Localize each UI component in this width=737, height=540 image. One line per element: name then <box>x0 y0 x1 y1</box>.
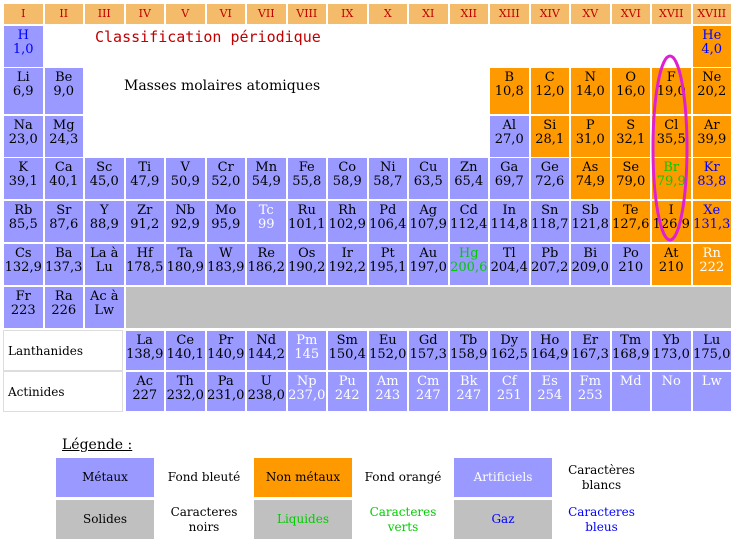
element-symbol: Ce <box>176 333 195 348</box>
legend-cell: Liquides <box>253 499 353 540</box>
element-symbol: F <box>666 70 676 85</box>
element-symbol: Ir <box>341 246 353 261</box>
element-mass: 107,9 <box>409 216 447 232</box>
element-symbol: W <box>219 246 233 261</box>
element-symbol: Au <box>419 246 438 261</box>
group-header: I <box>3 3 44 25</box>
page-subtitle: Masses molaires atomiques <box>124 78 321 94</box>
element-symbol: Cr <box>217 160 234 175</box>
group-header: XIII <box>489 3 530 25</box>
element-mass: 95,9 <box>211 216 241 232</box>
element-symbol: La <box>136 333 153 348</box>
element-mass: 102,9 <box>328 216 366 232</box>
element-mass: 121,8 <box>571 216 609 232</box>
element-symbol: Ti <box>138 160 152 175</box>
element-symbol: Cd <box>459 203 478 218</box>
element-mass: 131,3 <box>693 216 731 232</box>
element-symbol: Po <box>622 246 639 261</box>
element-symbol: Sb <box>581 203 599 218</box>
element-mass: 112,4 <box>450 216 488 232</box>
element-mass: 19,0 <box>656 83 686 99</box>
element-symbol: Bk <box>460 374 478 389</box>
element-mass: 52,0 <box>211 173 241 189</box>
element-mass: 85,5 <box>8 216 38 232</box>
element-mass: 35,5 <box>656 131 686 147</box>
element-symbol: Pt <box>380 246 395 261</box>
legend-cell: Gaz <box>453 499 553 540</box>
element-symbol: B <box>504 70 515 85</box>
element-mass: 101,1 <box>288 216 326 232</box>
element-mass: 227 <box>132 387 158 403</box>
element-mass: 164,9 <box>531 346 569 362</box>
group-header: XIV <box>530 3 571 25</box>
element-symbol: Na <box>13 118 33 133</box>
legend-cell: Caracteres verts <box>353 499 453 540</box>
element-mass: 50,9 <box>170 173 200 189</box>
element-symbol: H <box>17 28 29 43</box>
element-symbol: Lu <box>703 333 721 348</box>
element-mass: 40,1 <box>49 173 79 189</box>
element-symbol: Rn <box>702 246 721 261</box>
element-mass: 145 <box>294 346 320 362</box>
element-symbol: Ar <box>703 118 720 133</box>
element-symbol: Hf <box>136 246 153 261</box>
element-mass: 242 <box>334 387 360 403</box>
element-mass: 132,9 <box>4 259 42 275</box>
element-mass: 210 <box>618 259 644 275</box>
element-symbol: Y <box>99 203 109 218</box>
element-symbol: O <box>625 70 637 85</box>
element-mass: 31,0 <box>575 131 605 147</box>
element-symbol: Cm <box>417 374 440 389</box>
element-symbol: Hg <box>458 246 479 261</box>
element-symbol: Np <box>296 374 317 389</box>
element-mass: 106,4 <box>369 216 407 232</box>
group-header: XII <box>449 3 490 25</box>
element-symbol: Cs <box>14 246 32 261</box>
element-mass: 223 <box>10 302 36 318</box>
element-symbol: Os <box>298 246 316 261</box>
element-mass: 79,9 <box>656 173 686 189</box>
element-symbol: Fr <box>15 289 31 304</box>
element-symbol: Cl <box>664 118 679 133</box>
element-symbol: Fm <box>579 374 601 389</box>
element-mass: 69,7 <box>494 173 524 189</box>
element-symbol: Sc <box>96 160 113 175</box>
element-symbol: Ho <box>540 333 560 348</box>
element-mass: 39,9 <box>697 131 727 147</box>
element-symbol: Mo <box>215 203 237 218</box>
element-symbol: Ga <box>500 160 519 175</box>
element-mass: 140,9 <box>207 346 245 362</box>
element-mass: 183,9 <box>207 259 245 275</box>
element-symbol: Nd <box>256 333 277 348</box>
element-symbol: Be <box>55 70 73 85</box>
group-header: IV <box>125 3 166 25</box>
group-header: XVIII <box>692 3 733 25</box>
element-mass: 92,9 <box>170 216 200 232</box>
group-header: III <box>84 3 125 25</box>
element-mass: 65,4 <box>454 173 484 189</box>
element-mass: 168,9 <box>612 346 650 362</box>
legend-cell: Solides <box>55 499 155 540</box>
element-mass: 158,9 <box>450 346 488 362</box>
element-symbol: Tm <box>620 333 642 348</box>
element-mass: 14,0 <box>575 83 605 99</box>
element-symbol: Ru <box>297 203 316 218</box>
group-header: IX <box>327 3 368 25</box>
element-mass: 175,0 <box>693 346 731 362</box>
element-mass: 226 <box>51 302 77 318</box>
element-mass: 247 <box>456 387 482 403</box>
element-symbol: Pa <box>217 374 234 389</box>
element-mass: 20,2 <box>697 83 727 99</box>
element-mass: 9,0 <box>53 83 75 99</box>
element-mass: 137,3 <box>45 259 83 275</box>
element-mass: 247 <box>415 387 441 403</box>
element-symbol: Sr <box>56 203 72 218</box>
element-symbol: C <box>544 70 555 85</box>
group-header: XV <box>570 3 611 25</box>
group-header: VI <box>206 3 247 25</box>
element-mass: 186,2 <box>247 259 285 275</box>
element-symbol: Lw <box>701 374 722 389</box>
element-symbol: Nb <box>175 203 196 218</box>
element-mass: 1,0 <box>12 41 34 57</box>
page-title: Classification périodique <box>95 28 321 46</box>
element-symbol: Sm <box>336 333 358 348</box>
element-mass: 144,2 <box>247 346 285 362</box>
element-mass: 157,3 <box>409 346 447 362</box>
element-mass: 197,0 <box>409 259 447 275</box>
element-mass: 207,2 <box>531 259 569 275</box>
element-symbol: Ba <box>55 246 73 261</box>
element-symbol: K <box>18 160 29 175</box>
element-symbol: Ac à Lw <box>89 289 119 318</box>
element-symbol: Ca <box>54 160 73 175</box>
element-mass: 243 <box>375 387 401 403</box>
element-mass: 27,0 <box>494 131 524 147</box>
legend-cell: Fond orangé <box>353 457 453 498</box>
legend-cell: Caractères blancs <box>553 457 650 498</box>
element-symbol: Li <box>16 70 30 85</box>
element-symbol: Dy <box>500 333 519 348</box>
element-mass: 254 <box>537 387 563 403</box>
element-symbol: Tl <box>502 246 516 261</box>
element-symbol: Pr <box>218 333 234 348</box>
element-symbol: Xe <box>703 203 721 218</box>
element-symbol: Tc <box>258 203 274 218</box>
element-symbol: Co <box>338 160 357 175</box>
element-mass: 238,0 <box>247 387 285 403</box>
element-mass: 58,9 <box>332 173 362 189</box>
group-header: V <box>165 3 206 25</box>
element-mass: 63,5 <box>413 173 443 189</box>
element-symbol: No <box>661 374 681 389</box>
element-mass: 72,6 <box>535 173 565 189</box>
element-symbol: Br <box>663 160 680 175</box>
element-symbol: I <box>668 203 674 218</box>
element-mass: 54,9 <box>251 173 281 189</box>
element-symbol: Ne <box>702 70 722 85</box>
element-symbol: Gd <box>418 333 438 348</box>
element-symbol: Yb <box>662 333 680 348</box>
element-symbol: Pu <box>338 374 356 389</box>
element-mass: 24,3 <box>49 131 79 147</box>
element-mass: 23,0 <box>8 131 38 147</box>
element-mass: 190,2 <box>288 259 326 275</box>
element-symbol: Cu <box>419 160 438 175</box>
element-symbol: Th <box>176 374 194 389</box>
element-symbol: He <box>702 28 722 43</box>
element-symbol: Ag <box>419 203 438 218</box>
element-mass: 210 <box>658 259 684 275</box>
element-symbol: In <box>502 203 516 218</box>
element-mass: 195,1 <box>369 259 407 275</box>
element-mass: 173,0 <box>652 346 690 362</box>
element-symbol: Ac <box>136 374 154 389</box>
element-mass: 140,1 <box>166 346 204 362</box>
element-symbol: Ta <box>177 246 193 261</box>
group-header: XVII <box>651 3 692 25</box>
group-header: XVI <box>611 3 652 25</box>
legend-cell: Fond bleuté <box>155 457 253 498</box>
element-symbol: Kr <box>703 160 720 175</box>
element-symbol: Tb <box>460 333 478 348</box>
element-mass: 99 <box>257 216 275 232</box>
legend-cell: Non métaux <box>253 457 353 498</box>
element-mass: 192,2 <box>328 259 366 275</box>
element-mass: 162,5 <box>490 346 528 362</box>
element-symbol: S <box>626 118 636 133</box>
element-symbol: Mg <box>52 118 75 133</box>
element-symbol: Es <box>541 374 558 389</box>
element-symbol: Mn <box>255 160 278 175</box>
element-symbol: V <box>180 160 190 175</box>
element-mass: 251 <box>496 387 522 403</box>
element-mass: 150,4 <box>328 346 366 362</box>
legend-title: Légende : <box>62 437 133 453</box>
element-symbol: Am <box>376 374 399 389</box>
element-mass: 55,8 <box>292 173 322 189</box>
element-symbol: La à Lu <box>90 246 119 275</box>
element-symbol: Ge <box>540 160 559 175</box>
element-symbol: Eu <box>378 333 397 348</box>
element-mass: 87,6 <box>49 216 79 232</box>
legend-cell: Caracteres noirs <box>155 499 253 540</box>
element-symbol: Te <box>623 203 639 218</box>
element-symbol: Md <box>619 374 642 389</box>
element-symbol: Zn <box>460 160 478 175</box>
legend-cell: Métaux <box>55 457 155 498</box>
element-mass: 45,0 <box>89 173 119 189</box>
element-mass: 209,0 <box>571 259 609 275</box>
element-mass: 4,0 <box>701 41 723 57</box>
element-mass: 138,9 <box>126 346 164 362</box>
element-symbol: Cf <box>501 374 517 389</box>
element-symbol: Er <box>582 333 599 348</box>
element-symbol: Ra <box>54 289 73 304</box>
element-symbol: U <box>260 374 272 389</box>
group-header: VII <box>246 3 287 25</box>
element-symbol: Si <box>543 118 557 133</box>
element-mass: 91,2 <box>130 216 160 232</box>
element-mass: 231,0 <box>207 387 245 403</box>
element-mass: 253 <box>577 387 603 403</box>
element-mass: 222 <box>699 259 725 275</box>
element-symbol: Bi <box>583 246 598 261</box>
element-symbol: N <box>584 70 596 85</box>
element-symbol: As <box>582 160 599 175</box>
element-mass: 114,8 <box>490 216 528 232</box>
element-mass: 127,6 <box>612 216 650 232</box>
element-mass: 39,1 <box>8 173 38 189</box>
element-symbol: Sn <box>541 203 559 218</box>
element-mass: 58,7 <box>373 173 403 189</box>
element-mass: 204,4 <box>490 259 528 275</box>
element-symbol: Ni <box>379 160 396 175</box>
element-symbol: P <box>585 118 595 133</box>
element-symbol: Al <box>502 118 517 133</box>
element-symbol: Pd <box>379 203 397 218</box>
element-symbol: Se <box>622 160 640 175</box>
element-symbol: Rh <box>338 203 357 218</box>
element-mass: 118,7 <box>531 216 569 232</box>
element-mass: 232,0 <box>166 387 204 403</box>
element-mass: 74,9 <box>575 173 605 189</box>
element-mass: 47,9 <box>130 173 160 189</box>
element-mass: 180,9 <box>166 259 204 275</box>
element-mass: 79,0 <box>616 173 646 189</box>
group-header: XI <box>408 3 449 25</box>
series-label: Lanthanides <box>3 330 123 371</box>
legend-cell: Caracteres bleus <box>553 499 650 540</box>
group-header: X <box>368 3 409 25</box>
element-mass: 152,0 <box>369 346 407 362</box>
element-mass: 88,9 <box>89 216 119 232</box>
element-mass: 10,8 <box>494 83 524 99</box>
element-mass: 32,1 <box>616 131 646 147</box>
element-mass: 28,1 <box>535 131 565 147</box>
group-header: II <box>44 3 85 25</box>
element-mass: 200,6 <box>450 259 488 275</box>
element-symbol: Pm <box>296 333 318 348</box>
element-symbol: Rb <box>14 203 33 218</box>
element-mass: 16,0 <box>616 83 646 99</box>
group-header: VIII <box>287 3 328 25</box>
legend-cell: Artificiels <box>453 457 553 498</box>
element-symbol: Fe <box>298 160 315 175</box>
element-mass: 126,9 <box>652 216 690 232</box>
element-mass: 83,8 <box>697 173 727 189</box>
element-symbol: Pb <box>541 246 559 261</box>
element-mass: 12,0 <box>535 83 565 99</box>
series-label: Actinides <box>3 371 123 412</box>
element-mass: 167,3 <box>571 346 609 362</box>
element-mass: 237,0 <box>288 387 326 403</box>
element-symbol: Zr <box>137 203 153 218</box>
element-mass: 178,5 <box>126 259 164 275</box>
element-symbol: Re <box>257 246 275 261</box>
element-symbol: At <box>664 246 679 261</box>
element-mass: 6,9 <box>12 83 34 99</box>
